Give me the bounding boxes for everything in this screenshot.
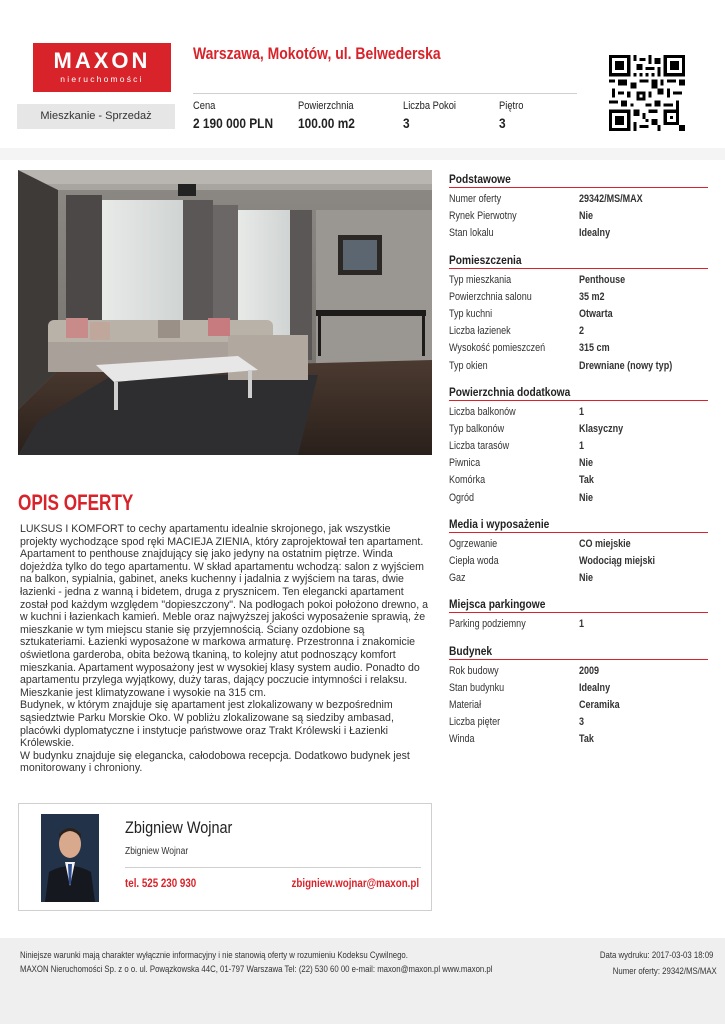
detail-value: Idealny [579, 681, 611, 694]
detail-key: Ogród [449, 491, 475, 504]
section-title-parking [449, 597, 708, 613]
description-paragraph: Budynek, w którym znajduje się apartament jest zlokalizowany w bezpośrednim sąsiedztwie Parku Morskie Oko. W pobliżu zlokalizowane są siedziby ambasad, placówki dyplomatyczne i instytucje państwowe oraz Trakt Królewski i Łazienki Królewskie. [20, 699, 394, 750]
detail-row [449, 697, 708, 714]
stat-price [193, 100, 287, 131]
section-title-text: Miejsca parkingowe [449, 597, 546, 612]
detail-value: Tak [579, 474, 594, 487]
maxon-logo[interactable] [33, 43, 171, 92]
detail-value: Klasyczny [579, 422, 624, 435]
detail-key: Piwnica [449, 457, 481, 470]
detail-row [449, 225, 708, 242]
detail-row [449, 680, 708, 697]
detail-row [449, 536, 708, 553]
detail-value: 1 [579, 440, 585, 453]
detail-value: Tak [579, 733, 594, 746]
detail-value: Penthouse [579, 273, 626, 286]
detail-key: Typ kuchni [449, 307, 493, 320]
section-title-rooms [449, 253, 708, 269]
detail-key: Typ balkonów [449, 422, 505, 435]
detail-row [449, 421, 708, 438]
detail-row [449, 438, 708, 455]
detail-key: Liczba balkonów [449, 405, 516, 418]
header-divider [193, 93, 577, 94]
living-room-image [18, 170, 432, 455]
section-title-basic [449, 172, 708, 188]
detail-value: 29342/MS/MAX [579, 193, 643, 205]
stat-value: 100.00 m2 [298, 115, 355, 131]
agent-subtitle: Zbigniew Wojnar [125, 846, 189, 857]
detail-row [449, 191, 708, 208]
logo-tagline: nieruchomości [60, 74, 144, 84]
stat-label: Piętro [499, 100, 524, 112]
detail-row [449, 323, 708, 340]
description-title: OPIS OFERTY [18, 490, 134, 515]
footer-company-info: MAXON Nieruchomości Sp. z o o. ul. Powązkowska 44C, 01-797 Warszawa Tel: (22) 530 60 00 e-mail: maxon@maxon.pl www.maxon.pl [20, 964, 493, 975]
detail-value: 1 [579, 618, 585, 631]
section-title-text: Pomieszczenia [449, 252, 522, 267]
detail-row [449, 455, 708, 472]
agent-phone-link[interactable]: tel. 525 230 930 [125, 878, 197, 890]
detail-key: Stan budynku [449, 681, 505, 694]
detail-row [449, 358, 708, 375]
agent-avatar [41, 814, 99, 902]
detail-row [449, 490, 708, 507]
detail-row [449, 272, 708, 289]
section-title-text: Podstawowe [449, 172, 511, 186]
detail-key: Winda [449, 733, 475, 746]
stat-label: Cena [193, 100, 216, 112]
section-title-media [449, 517, 708, 533]
agent-name: Zbigniew Wojnar [125, 818, 233, 837]
stat-label: Liczba Pokoi [403, 100, 457, 112]
listing-address: Warszawa, Mokotów, ul. Belwederska [193, 44, 441, 63]
footer-offer-number: Numer oferty: 29342/MS/MAX [613, 966, 717, 977]
detail-row [449, 340, 708, 357]
detail-value: Wodociąg miejski [579, 555, 656, 567]
detail-row [449, 570, 708, 587]
header [0, 0, 725, 148]
detail-key: Liczba tarasów [449, 440, 510, 453]
detail-key: Ciepła woda [449, 555, 499, 567]
footer-print-date: Data wydruku: 2017-03-03 18:09 [599, 950, 713, 961]
detail-value: 315 cm [579, 342, 610, 355]
detail-value: 1 [579, 405, 585, 418]
detail-row [449, 731, 708, 748]
listing-photo[interactable] [18, 170, 432, 455]
detail-key: Komórka [449, 474, 486, 487]
section-title-building [449, 644, 708, 660]
detail-key: Rok budowy [449, 664, 499, 677]
detail-key: Typ okien [449, 359, 488, 372]
detail-value: 2009 [579, 664, 600, 677]
listing-category: Mieszkanie - Sprzedaż [17, 104, 175, 129]
description-body [20, 523, 430, 775]
agent-divider [125, 867, 421, 868]
detail-key: Numer oferty [449, 193, 502, 205]
detail-value: Nie [579, 457, 594, 470]
detail-row [449, 208, 708, 225]
detail-key: Wysokość pomieszczeń [449, 342, 546, 355]
stat-rooms [403, 100, 465, 131]
header-band [0, 148, 725, 160]
detail-row [449, 306, 708, 323]
section-title-text: Budynek [449, 643, 493, 658]
detail-row [449, 616, 708, 633]
stat-label: Powierzchnia [298, 100, 354, 112]
section-title-text: Powierzchnia dodatkowa [449, 384, 571, 399]
detail-key: Liczba pięter [449, 716, 501, 729]
description-paragraph: LUKSUS I KOMFORT to cechy apartamentu idealnie skrojonego, jak wszystkie projekty wychodzące spod ręki MACIEJA ZIENIA, który zaprojektował ten apartament. Apartament to penthouse znajdujący się jako jedyny na ostatnim piętrze. Winda dojeżdża tylko do tego apartamentu. W skład apartamentu wchodzą: salon z wyjściem na balkon, sypialnia, gabinet, aneks kuchenny i jadalnia z wyjściem na taras, dwie łazienki - jedna z wanną i bidetem, druga z prysznicem. Ten elegancki apartament został pod każdym względem "dopieszczony". Na podłogach pokoi położono drewno, a w kuchni i łazienkach kamień. Meble oraz najwyższej jakości wyposażenie sprawią, że mieszkanie w tym miejscu stanie się przyjemnością. Ściany ozdobione są sztukateriami. Łazienki wyposażone w markowa armaturę. Przestronna i znakomicie oświetlona garderoba, obita beżową tkaniną, to kolejny atut podnoszący komfort mieszkania. Apartament wyposażony jest w wysokiej klasy system audio. Ponadto do apartamentu przylega wyjątkowy, duży taras, dający poczucie intymności i relaksu. Mieszkanie jest klimatyzowane i wysokie na 315 cm. [20, 523, 428, 699]
detail-value: Nie [579, 491, 594, 504]
detail-row [449, 553, 708, 570]
detail-key: Typ mieszkania [449, 273, 512, 286]
description-paragraph: W budynku znajduje się elegancka, całodobowa recepcja. Dodatkowo budynek jest monitorowany i chroniony. [20, 749, 410, 775]
detail-row [449, 663, 708, 680]
detail-row [449, 289, 708, 306]
section-title-text: Media i wyposażenie [449, 516, 550, 531]
stat-value: 2 190 000 PLN [193, 115, 274, 131]
qr-code-icon[interactable] [609, 55, 685, 131]
agent-email-link[interactable]: zbigniew.wojnar@maxon.pl [291, 878, 419, 890]
detail-key: Liczba łazienek [449, 325, 511, 338]
detail-key: Rynek Pierwotny [449, 210, 517, 223]
section-title-extra-area [449, 385, 708, 401]
detail-key: Stan lokalu [449, 227, 494, 240]
agent-card [18, 803, 432, 911]
stat-value: 3 [499, 115, 506, 131]
detail-value: Ceramika [579, 698, 620, 711]
detail-key: Powierzchnia salonu [449, 290, 532, 303]
detail-key: Ogrzewanie [449, 537, 498, 550]
detail-key: Materiał [449, 698, 482, 711]
logo-name: MAXON [53, 48, 151, 73]
stat-area [298, 100, 365, 131]
footer [0, 938, 725, 1024]
detail-value: Nie [579, 210, 594, 223]
detail-row [449, 472, 708, 489]
detail-value: 35 m2 [579, 290, 605, 303]
detail-value: 2 [579, 325, 585, 338]
detail-value: Idealny [579, 227, 611, 240]
detail-row [449, 404, 708, 421]
detail-value: CO miejskie [579, 537, 631, 550]
stat-value: 3 [403, 115, 410, 131]
detail-value: 3 [579, 716, 585, 729]
footer-disclaimer: Niniejsze warunki mają charakter wyłącznie informacyjny i nie stanowią oferty w rozumieniu Kodeksu Cywilnego. [20, 950, 408, 961]
detail-key: Gaz [449, 572, 466, 585]
detail-row [449, 714, 708, 731]
detail-value: Otwarta [579, 307, 613, 320]
stat-floor [499, 100, 528, 131]
detail-value: Drewniane (nowy typ) [579, 359, 673, 372]
detail-key: Parking podziemny [449, 618, 526, 631]
detail-value: Nie [579, 572, 594, 585]
details-panel [449, 168, 708, 749]
